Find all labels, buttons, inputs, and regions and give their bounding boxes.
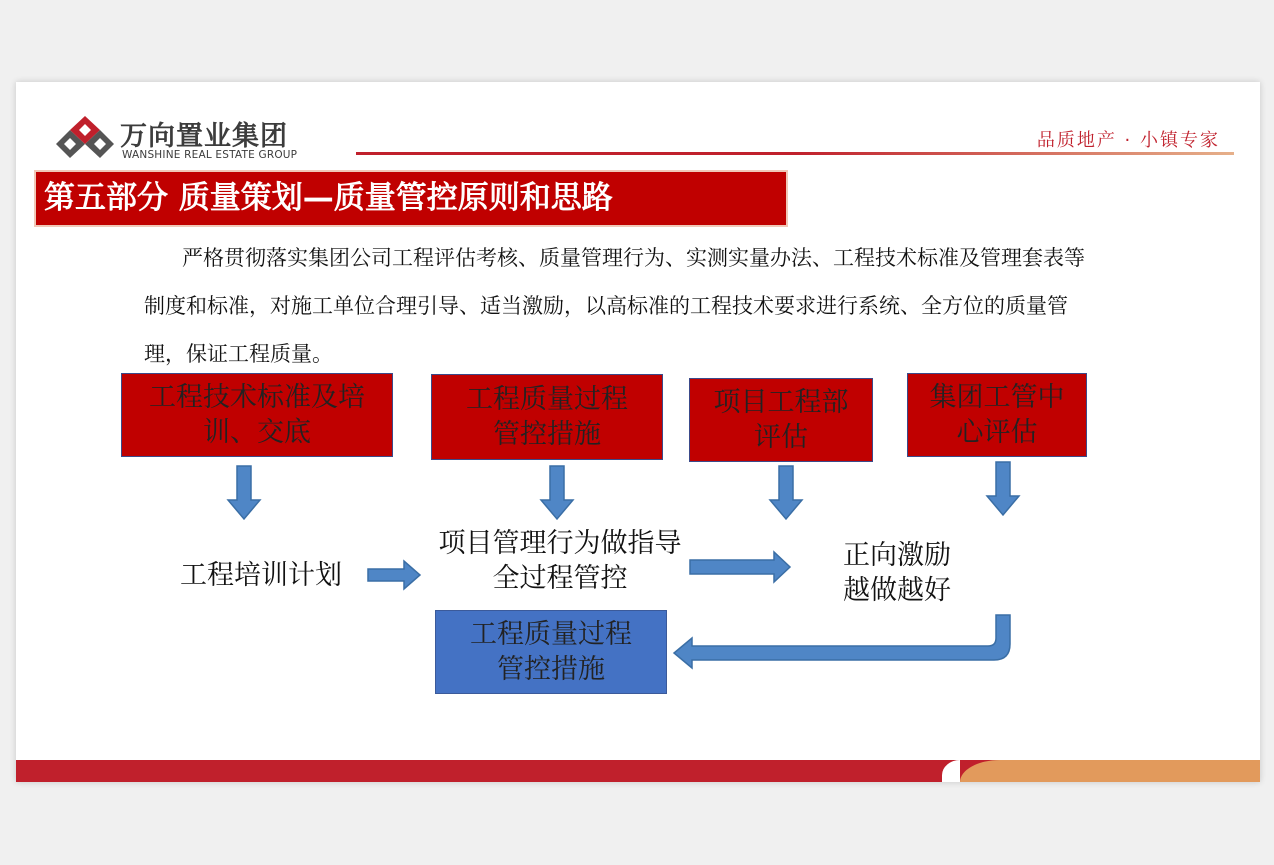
box-technical-standards-line1: 工程技术标准及培 [149, 382, 365, 413]
right-arrow-icon [690, 552, 790, 582]
box-technical-standards-line2: 训、交底 [203, 417, 311, 448]
guidance-line2: 全过程管控 [492, 563, 628, 594]
down-arrow-icon [770, 466, 802, 519]
incentive-line1: 正向激励 [843, 540, 951, 571]
flow-arrows [16, 82, 1260, 782]
box-project-evaluation-line2: 评估 [754, 422, 808, 453]
guidance-line1: 项目管理行为做指导 [438, 528, 682, 559]
result-box-line1: 工程质量过程 [470, 619, 632, 650]
box-process-control-line2: 管控措施 [493, 419, 601, 450]
result-box-line2: 管控措施 [497, 654, 605, 685]
box-process-control-line1: 工程质量过程 [466, 384, 628, 415]
box-group-evaluation-line2: 心评估 [956, 417, 1038, 448]
intro-paragraph: 严格贯彻落实集团公司工程评估考核、质量管理行为、实测实量办法、工程技术标准及管理套表等制度和标准，对施工单位合理引导、适当激励，以高标准的工程技术要求进行系统、全方位的质量管理，保证工程质量。 [144, 246, 1085, 366]
company-name-en: WANSHINE REAL ESTATE GROUP [122, 149, 298, 161]
company-name-cn: 万向置业集团 [120, 121, 288, 152]
slogan: 品质地产 · 小镇专家 [1036, 130, 1220, 151]
down-arrow-icon [987, 462, 1019, 515]
down-arrow-icon [228, 466, 260, 519]
section-title: 第五部分 质量策划—质量管控原则和思路 [34, 170, 788, 227]
right-arrow-icon [368, 561, 420, 589]
down-arrow-icon [541, 466, 573, 519]
slide [16, 82, 1260, 782]
incentive-line2: 越做越好 [843, 575, 951, 606]
box-group-evaluation-line1: 集团工管中 [929, 382, 1065, 413]
box-project-evaluation-line1: 项目工程部 [713, 387, 849, 418]
training-plan-label: 工程培训计划 [180, 560, 342, 591]
u-turn-arrow-icon [674, 615, 1010, 668]
footer-accent [960, 760, 1260, 782]
